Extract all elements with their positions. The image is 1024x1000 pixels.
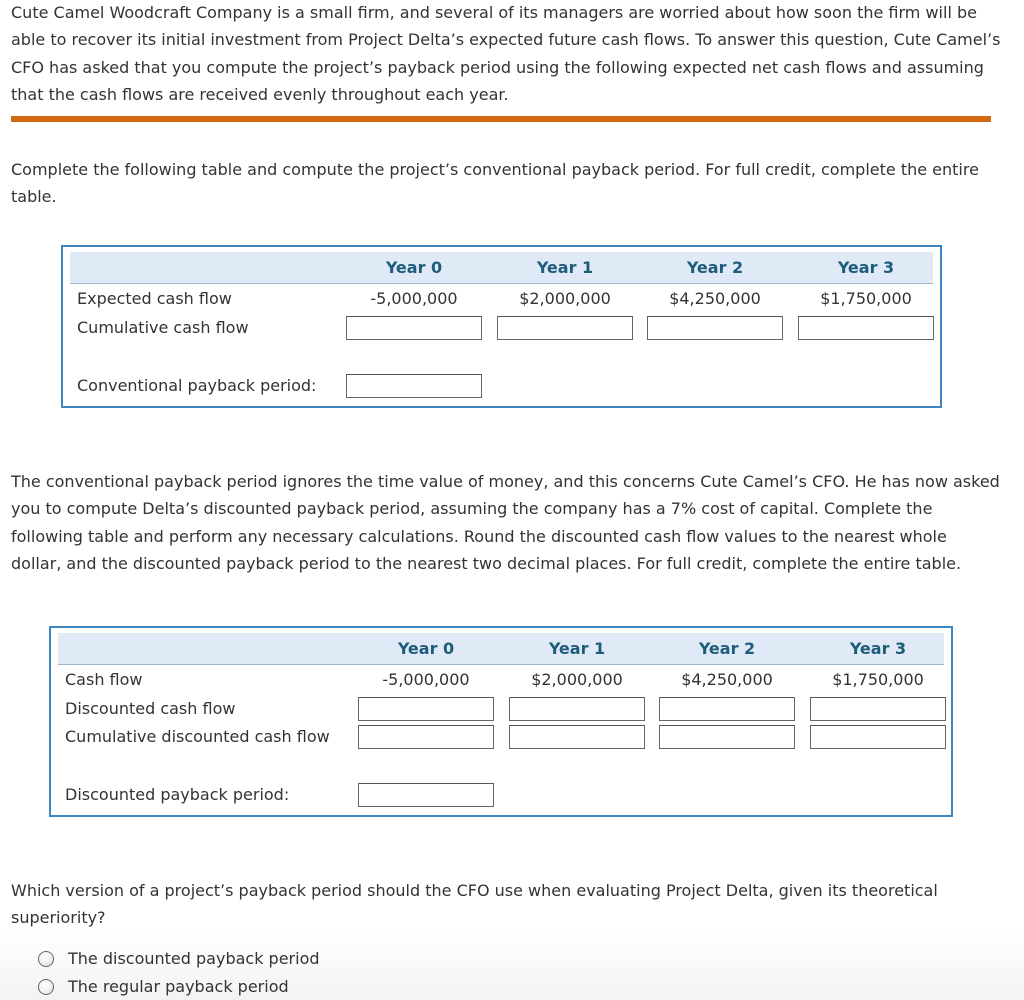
cash-flow-year1: $2,000,000 [531, 670, 623, 689]
conventional-payback-table [61, 245, 942, 408]
conventional-payback-label: Conventional payback period: [77, 376, 317, 395]
expected-cash-flow-year3: $1,750,000 [820, 289, 912, 308]
table1-instructions: Complete the following table and compute the project’s conventional payback period. For full credit, complete the entire table. [11, 160, 979, 207]
cumulative-discounted-year2-input[interactable] [659, 725, 795, 749]
radio-button-icon[interactable] [38, 979, 54, 995]
option-discounted-payback[interactable] [38, 948, 320, 970]
cash-flow-year0: -5,000,000 [382, 670, 470, 689]
table1-year3-header: Year 3 [837, 258, 895, 277]
table1-header-row [70, 252, 933, 284]
discounted-cash-flow-label: Discounted cash flow [65, 699, 236, 718]
table2-year0-header: Year 0 [397, 639, 455, 658]
cash-flow-year3: $1,750,000 [832, 670, 924, 689]
conventional-payback-input[interactable] [346, 374, 482, 398]
cumulative-discounted-year1-input[interactable] [509, 725, 645, 749]
discounted-cash-flow-year3-input[interactable] [810, 697, 946, 721]
expected-cash-flow-label: Expected cash flow [77, 289, 232, 308]
discounted-payback-table [49, 626, 953, 817]
cumulative-discounted-cash-flow-label: Cumulative discounted cash flow [65, 727, 330, 746]
table1-year0-header: Year 0 [385, 258, 443, 277]
table2-header-row [58, 633, 944, 665]
expected-cash-flow-year2: $4,250,000 [669, 289, 761, 308]
table1-year1-header: Year 1 [536, 258, 594, 277]
table2-year1-header: Year 1 [548, 639, 606, 658]
cumulative-cash-flow-year3-input[interactable] [798, 316, 934, 340]
cumulative-cash-flow-label: Cumulative cash flow [77, 318, 249, 337]
option-regular-payback[interactable] [38, 976, 289, 998]
discounted-payback-label: Discounted payback period: [65, 785, 290, 804]
table2-instructions: The conventional payback period ignores the time value of money, and this concerns Cute Camel’s CFO. He has now asked you to compute Delta’s discounted payback period, assuming the company has a 7% cost of capital. Complete the following table and perform any necessary calculations. Round the discounted cash flow values to the nearest whole dollar, and the discounted payback period to the nearest two decimal places. For full credit, complete the entire table. [11, 472, 1000, 573]
cash-flow-label: Cash flow [65, 670, 143, 689]
cumulative-discounted-year0-input[interactable] [358, 725, 494, 749]
payback-question: Which version of a project’s payback period should the CFO use when evaluating Project Delta, given its theoretical superiority? [11, 881, 938, 928]
discounted-cash-flow-year1-input[interactable] [509, 697, 645, 721]
intro-paragraph: Cute Camel Woodcraft Company is a small firm, and several of its managers are worried about how soon the firm will be able to recover its initial investment from Project Delta’s expected future cash flows. To answer this question, Cute Camel’s CFO has asked that you compute the project’s payback period using the following expected net cash flows and assuming that the cash flows are received evenly throughout each year. [11, 3, 1001, 104]
discounted-payback-input[interactable] [358, 783, 494, 807]
table2-year2-header: Year 2 [698, 639, 756, 658]
table1-year2-header: Year 2 [686, 258, 744, 277]
discounted-cash-flow-year2-input[interactable] [659, 697, 795, 721]
cumulative-discounted-year3-input[interactable] [810, 725, 946, 749]
radio-button-icon[interactable] [38, 951, 54, 967]
cumulative-cash-flow-year0-input[interactable] [346, 316, 482, 340]
discounted-cash-flow-year0-input[interactable] [358, 697, 494, 721]
cash-flow-year2: $4,250,000 [681, 670, 773, 689]
table2-year3-header: Year 3 [849, 639, 907, 658]
option-label: The discounted payback period [68, 949, 320, 968]
option-label: The regular payback period [68, 977, 289, 996]
cumulative-cash-flow-year2-input[interactable] [647, 316, 783, 340]
expected-cash-flow-year0: -5,000,000 [370, 289, 458, 308]
cumulative-cash-flow-year1-input[interactable] [497, 316, 633, 340]
expected-cash-flow-year1: $2,000,000 [519, 289, 611, 308]
section-divider [11, 116, 991, 122]
